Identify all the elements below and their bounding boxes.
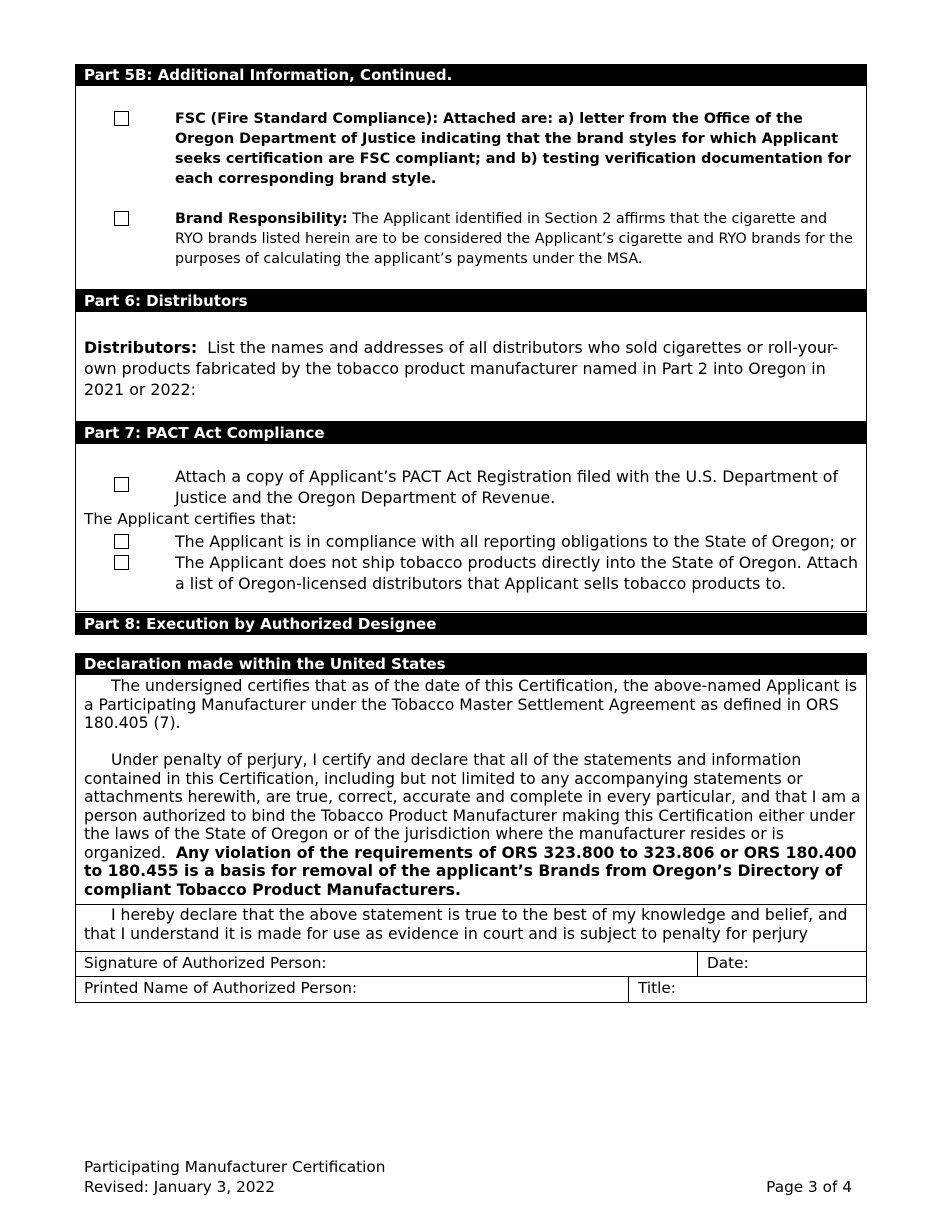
part5b-header: Part 5B: Additional Information, Continued. (75, 64, 867, 86)
distributors-label: Distributors: (84, 338, 198, 357)
printed-name-field[interactable]: Printed Name of Authorized Person: (84, 979, 358, 997)
part6-header: Part 6: Distributors (75, 290, 867, 312)
declaration-paragraph-2-text: Under penalty of perjury, I certify and declare that all of the statements and information contained in this Certification, including but not limited to any accompanying statements or attachments herewith, are true, correct, accurate and complete in every particular, and that I am a person authorized to bind the Tobacco Product Manufacturer making this Certification either under the laws of the State of Oregon or of the jurisdiction where the manufacturer resides or is organized. (84, 751, 861, 862)
declaration-paragraph-1: The undersigned certifies that as of the date of this Certification, the above-named Applicant is a Participating Manufacturer under the Tobacco Master Settlement Agreement as defined in ORS 180.405 (7). (84, 677, 857, 732)
fsc-text: FSC (Fire Standard Compliance): Attached are: a) letter from the Office of the Oregon Department of Justice indicating that the brand styles for which Applicant seeks certification are FSC compliant; and b) testing verification documentation for each corresponding brand style. (175, 111, 851, 187)
distributors-body: List the names and addresses of all distributors who sold cigarettes or roll-your-own products fabricated by the tobacco product manufacturer named in Part 2 into Oregon in 2021 or 2022: (84, 338, 839, 399)
brand-responsibility-checkbox[interactable] (114, 211, 129, 226)
footer-form-name: Participating Manufacturer Certification (84, 1158, 386, 1176)
declaration-paragraph-2 (84, 751, 862, 899)
footer-page-number: Page 3 of 4 (766, 1178, 852, 1196)
reporting-compliance-text: The Applicant is in compliance with all reporting obligations to the State of Oregon; or (175, 532, 857, 551)
part7-header: Part 7: PACT Act Compliance (75, 422, 867, 444)
part8-header: Part 8: Execution by Authorized Designee (75, 613, 867, 635)
declaration-header: Declaration made within the United States (75, 653, 867, 675)
footer-revised-date: Revised: January 3, 2022 (84, 1178, 276, 1196)
date-field[interactable]: Date: (707, 954, 749, 972)
distributors-text (84, 337, 844, 400)
no-direct-ship-text: The Applicant does not ship tobacco products directly into the State of Oregon. Attach a list of Oregon-licensed distributors that Applicant sells tobacco products to. (175, 553, 859, 593)
brand-responsibility-text (175, 209, 855, 269)
fsc-checkbox[interactable] (114, 111, 129, 126)
declaration-warning: Any violation of the requirements of ORS 323.800 to 323.806 or ORS 180.400 to 180.455 is a basis for removal of the applicant’s Brands from Oregon’s Directory of compliant Tobacco Product Manufacturers. (84, 843, 857, 899)
no-direct-ship-checkbox[interactable] (114, 555, 129, 570)
signature-field[interactable]: Signature of Authorized Person: (84, 954, 327, 972)
certifies-text: The Applicant certifies that: (84, 510, 297, 528)
pact-attach-checkbox[interactable] (114, 477, 129, 492)
pact-attach-text: Attach a copy of Applicant’s PACT Act Registration filed with the U.S. Department of Justice and the Oregon Department of Revenue. (175, 467, 839, 507)
title-field[interactable]: Title: (638, 979, 676, 997)
brand-responsibility-label: Brand Responsibility: (175, 211, 348, 227)
perjury-statement: I hereby declare that the above statement is true to the best of my knowledge and belief, and that I understand it is made for use as evidence in court and is subject to penalty for perjury (84, 906, 848, 943)
reporting-compliance-checkbox[interactable] (114, 534, 129, 549)
brand-responsibility-body: The Applicant identified in Section 2 affirms that the cigarette and RYO brands listed herein are to be considered the Applicant’s cigarette and RYO brands for the purposes of calculating the applicant’s payments under the MSA. (175, 211, 853, 267)
